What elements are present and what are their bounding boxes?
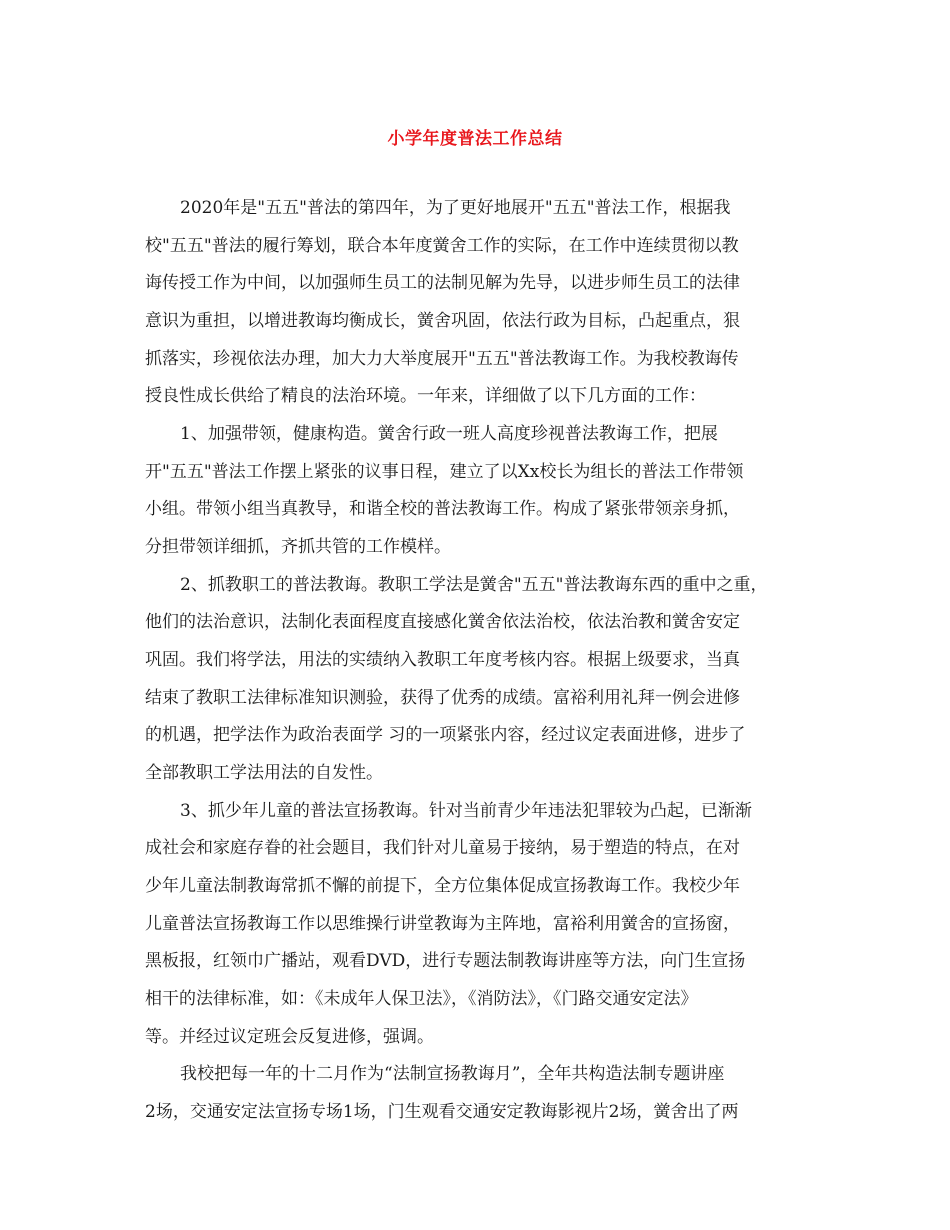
- paragraph-line: 他们的法治意识，法制化表面程度直接感化黉舍依法治校，依法治教和黉舍安定: [145, 612, 740, 632]
- paragraph-line: 诲传授工作为中间，以加强师生员工的法制见解为先导，以进步师生员工的法律: [145, 273, 740, 293]
- paragraph-line: 意识为重担，以增进教诲均衡成长，黉舍巩固，依法行政为目标，凸起重点，狠: [145, 311, 740, 331]
- paragraph-line: 授良性成长供给了精良的法治环境。一年来，详细做了以下几方面的工作：: [145, 386, 706, 406]
- paragraph-line: 巩固。我们将学法，用法的实绩纳入教职工年度考核内容。根据上级要求，当真: [145, 650, 740, 670]
- paragraph-line: 小组。带领小组当真教导，和谐全校的普法教诲工作。构成了紧张带领亲身抓，: [145, 499, 740, 519]
- paragraph-line: 校"五五"普法的履行筹划，联合本年度黉舍工作的实际，在工作中连续贯彻以教: [145, 236, 739, 256]
- document-title: 小学年度普法工作总结: [387, 129, 563, 149]
- paragraph-line: 少年儿童法制教诲常抓不懈的前提下，全方位集体促成宣扬教诲工作。我校少年: [145, 876, 740, 896]
- paragraph-line: 开"五五"普法工作摆上紧张的议事日程，建立了以Xx校长为组长的普法工作带领: [145, 462, 744, 482]
- paragraph-line: 全部教职工学法用法的自发性。: [145, 763, 383, 783]
- paragraph-line: 儿童普法宣扬教诲工作以思维操行讲堂教诲为主阵地，富裕利用黉舍的宣扬窗，: [145, 914, 740, 934]
- paragraph-line: 黑板报，红领巾广播站，观看DVD，进行专题法制教诲讲座等方法，向门生宣扬: [145, 951, 746, 971]
- paragraph-line: 结束了教职工法律标准知识测验，获得了优秀的成绩。富裕利用礼拜一例会进修: [145, 688, 740, 708]
- paragraph-line: 2场，交通安定法宣扬专场1场，门生观看交通安定教诲影视片2场，黉舍出了两: [145, 1102, 739, 1122]
- paragraph-line: 2020年是"五五"普法的第四年，为了更好地展开"五五"普法工作，根据我: [180, 198, 731, 218]
- paragraph-line: 成社会和家庭存眷的社会题目，我们针对儿童易于接纳，易于塑造的特点，在对: [145, 838, 740, 858]
- paragraph-line: 3、抓少年儿童的普法宣扬教诲。针对当前青少年违法犯罪较为凸起，已渐渐: [180, 801, 752, 821]
- paragraph-line: 2、抓教职工的普法教诲。教职工学法是黉舍"五五"普法教诲东西的重中之重，: [180, 575, 768, 595]
- paragraph-line: 分担带领详细抓，齐抓共管的工作模样。: [145, 537, 451, 557]
- paragraph-line: 的机遇，把学法作为政治表面学 习的一项紧张内容，经过议定表面进修，进步了: [145, 725, 746, 745]
- paragraph-line: 相干的法律标准，如：《未成年人保卫法》，《消防法》，《门路交通安定法》: [145, 989, 698, 1009]
- paragraph-line: 我校把每一年的十二月作为“法制宣扬教诲月”，全年共构造法制专题讲座: [180, 1064, 725, 1084]
- paragraph-line: 1、加强带领，健康构造。黉舍行政一班人高度珍视普法教诲工作，把展: [180, 424, 718, 444]
- paragraph-line: 等。并经过议定班会反复进修，强调。: [145, 1027, 434, 1047]
- paragraph-line: 抓落实，珍视依法办理，加大力大举度展开"五五"普法教诲工作。为我校教诲传: [145, 349, 739, 369]
